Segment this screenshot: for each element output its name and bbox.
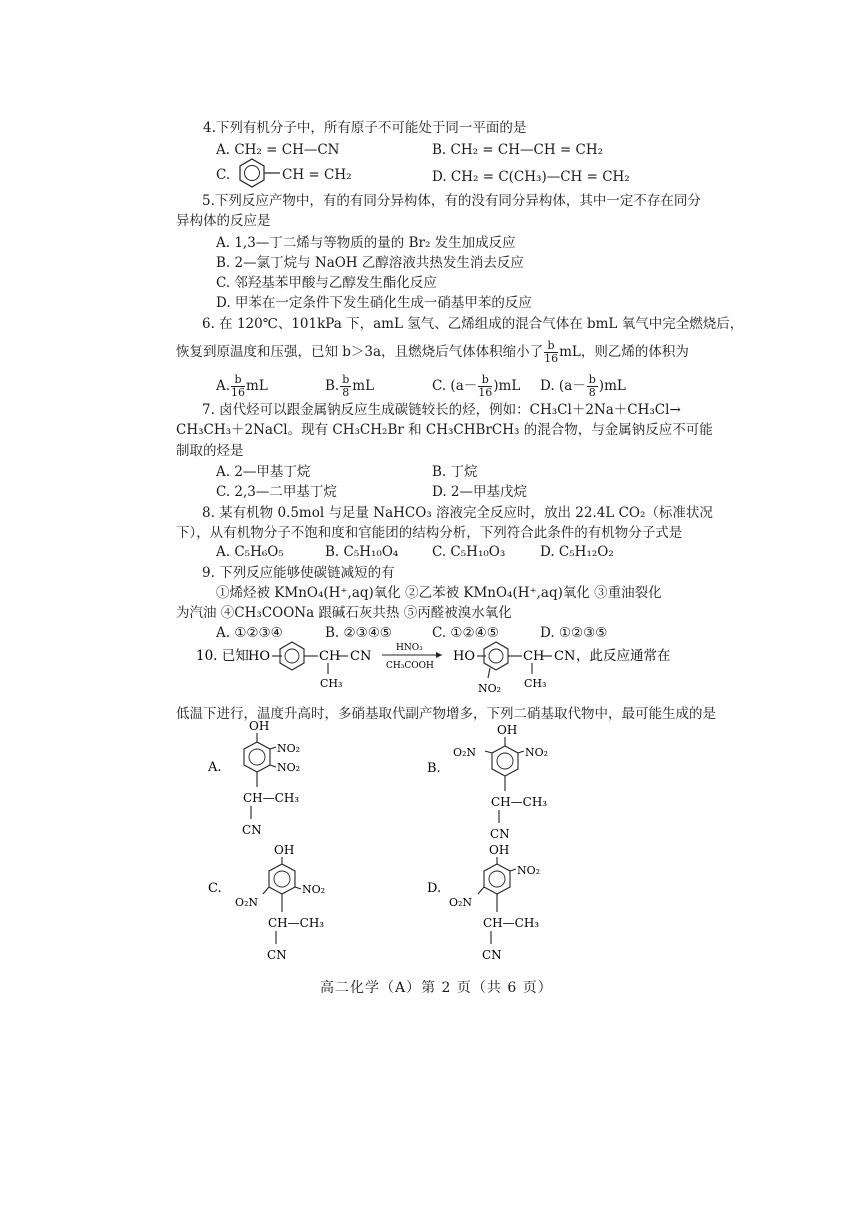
- q6-c-frac: [478, 374, 492, 399]
- q10-prefix: 10. 已知: [196, 648, 249, 664]
- q5-stem-1: 5.下列反应产物中，有的有同分异构体，有的没有同分异构体，其中一定不存在同分: [202, 193, 701, 209]
- q10-reagent-top: HNO₃: [396, 643, 423, 653]
- q10-option-c-structure: [205, 840, 355, 965]
- q10-product-ho: HO: [453, 649, 475, 664]
- q10-reactant-cn: CN: [350, 649, 372, 664]
- q6-b-post: mL: [352, 378, 375, 394]
- q6-a-den: 16: [231, 386, 246, 399]
- q6-frac-den: 16: [544, 352, 559, 365]
- q5-option-b: B. 2—氯丁烷与 NaOH 乙醇溶液共热发生消去反应: [216, 255, 524, 271]
- q6-c-post: )mL: [493, 378, 521, 394]
- q5-option-a: A. 1,3—丁二烯与等物质的量的 Br₂ 发生加成反应: [216, 235, 516, 251]
- q6-a-pre: A.: [216, 378, 231, 394]
- q6-d-post: )mL: [598, 378, 626, 394]
- q6-d-frac: [587, 374, 598, 399]
- q10-b-cn: CN: [490, 827, 510, 841]
- q10-option-c-label: C.: [208, 881, 222, 896]
- q10-d-oh: OH: [489, 843, 510, 857]
- q10-a-no2-top: NO₂: [277, 742, 301, 755]
- q7-option-c: C. 2,3—二甲基丁烷: [216, 484, 337, 500]
- q10-b-o2n: O₂N: [453, 746, 477, 759]
- q6-c-num: b: [478, 374, 492, 387]
- q10-a-cn: CN: [242, 823, 262, 837]
- q10-b-ch-ch3: CH—CH₃: [491, 795, 548, 809]
- q10-reactant-ch: CH: [319, 649, 341, 664]
- q6-b-frac: [340, 374, 351, 399]
- q8-line-1: 8. 某有机物 0.5mol 与足量 NaHCO₃ 溶液完全反应时，放出 22.4L CO₂（标准状况: [202, 505, 713, 521]
- q10-product-cn: CN: [554, 649, 576, 664]
- q5-option-c: C. 邻羟基苯甲酸与乙醇发生酯化反应: [216, 275, 437, 291]
- q6-fraction: [544, 340, 558, 365]
- q10-option-d-structure: [425, 840, 575, 965]
- q6-d-den: 8: [588, 386, 596, 399]
- q10-d-ch-ch3: CH—CH₃: [483, 916, 540, 930]
- q10-c-o2n: O₂N: [235, 896, 259, 909]
- q9-line-1: ①烯烃被 KMnO₄(H⁺,aq)氧化 ②乙苯被 KMnO₄(H⁺,aq)氧化 ③重油裂化: [216, 585, 662, 601]
- q10-d-o2n: O₂N: [449, 896, 473, 909]
- q6-line-2-post: mL，则乙烯的体积为: [559, 344, 689, 360]
- q7-option-a: A. 2—甲基丁烷: [216, 464, 311, 480]
- q10-c-oh: OH: [274, 843, 295, 857]
- q10-b-oh: OH: [497, 723, 518, 737]
- q7-line-3: 制取的烃是: [176, 443, 244, 459]
- q10-c-ch-ch3: CH—CH₃: [268, 916, 325, 930]
- q6-b-num: b: [342, 373, 350, 386]
- q6-d-pre: D. (a－: [540, 378, 586, 394]
- q10-product-ch3: CH₃: [524, 677, 547, 690]
- q10-line-2: 低温下进行，温度升高时，多硝基取代副产物增多，下列二硝基取代物中，最可能生成的是: [176, 706, 716, 722]
- q4-option-d: D. CH₂ = C(CH₃)—CH = CH₂: [432, 169, 630, 185]
- q8-option-a: A. C₅H₆O₅: [216, 544, 284, 560]
- q9-line-2: 为汽油 ④CH₃COONa 跟碱石灰共热 ⑤丙醛被溴水氧化: [176, 605, 512, 621]
- q10-d-no2: NO₂: [517, 864, 541, 877]
- q10-option-a-label: A.: [208, 760, 222, 775]
- q6-option-a: [216, 374, 268, 399]
- q6-a-frac: [231, 374, 245, 399]
- q8-option-d: D. C₅H₁₂O₂: [540, 544, 614, 560]
- q10-c-no2: NO₂: [302, 883, 326, 896]
- q10-b-no2: NO₂: [525, 746, 549, 759]
- q7-line-1: 7. 卤代烃可以跟金属钠反应生成碳链较长的烃，例如：CH₃Cl＋2Na＋CH₃Cl→: [202, 402, 681, 418]
- q6-option-d: [540, 374, 626, 399]
- q6-a-num: b: [231, 374, 245, 387]
- q7-option-b: B. 丁烷: [432, 464, 478, 480]
- q9-option-a: A. ①②③④: [216, 625, 283, 641]
- page-footer: 高二化学（A）第 2 页（共 6 页）: [320, 980, 553, 996]
- q10-a-ch-ch3: CH—CH₃: [243, 791, 300, 805]
- benzene-ring-icon: [234, 156, 284, 192]
- q6-option-c: [432, 374, 520, 399]
- q7-option-d: D. 2—甲基戊烷: [432, 484, 528, 500]
- q9-stem: 9. 下列反应能够使碳链减短的有: [202, 565, 395, 581]
- q6-option-b: [325, 374, 374, 399]
- q10-a-no2-bottom: NO₂: [277, 761, 301, 774]
- q4-stem: 4.下列有机分子中，所有原子不可能处于同一平面的是: [203, 120, 527, 136]
- q6-line-2-pre: 恢复到原温度和压强，已知 b＞3a，且燃烧后气体体积缩小了: [176, 344, 544, 360]
- q10-reaction-scheme: [196, 638, 696, 702]
- q8-line-2: 下），从有机物分子不饱和度和官能团的结构分析，下列符合此条件的有机物分子式是: [176, 525, 683, 541]
- q4-option-c-tail: CH = CH₂: [282, 167, 352, 183]
- q5-stem-2: 异构体的反应是: [176, 213, 271, 229]
- q8-option-b: B. C₅H₁₀O₄: [325, 544, 399, 560]
- q10-option-a-structure: [205, 716, 325, 841]
- q10-a-oh: OH: [249, 719, 270, 733]
- q10-option-b-label: B.: [427, 761, 441, 776]
- q10-c-cn: CN: [267, 948, 287, 962]
- q6-b-den: 8: [342, 386, 350, 399]
- q6-line-1: 6. 在 120℃、101kPa 下，amL 氢气、乙烯组成的混合气体在 bmL 氧气中完全燃烧后，: [202, 316, 744, 332]
- q6-c-pre: C. (a－: [432, 378, 478, 394]
- q6-line-2: [176, 340, 689, 365]
- q10-suffix: ，此反应通常在: [576, 648, 671, 664]
- q10-product-ch: CH: [523, 649, 545, 664]
- q7-line-2: CH₃CH₃＋2NaCl。现有 CH₃CH₂Br 和 CH₃CHBrCH₃ 的混合物，与金属钠反应不可能: [176, 422, 713, 438]
- q6-frac-num: b: [544, 340, 558, 353]
- q9-option-b: B. ②③④⑤: [325, 625, 392, 641]
- q10-option-b-structure: [425, 720, 575, 845]
- q10-option-d-label: D.: [427, 881, 442, 896]
- q10-product-no2: NO₂: [478, 682, 502, 695]
- q10-reactant-ch3: CH₃: [320, 677, 343, 690]
- q4-option-b: B. CH₂ = CH—CH = CH₂: [432, 142, 604, 158]
- q6-c-den: 16: [478, 386, 493, 399]
- q10-reactant-ho: HO: [248, 649, 270, 664]
- q4-option-c-label: C.: [216, 167, 231, 183]
- q6-a-post: mL: [246, 378, 268, 394]
- q5-option-d: D. 甲苯在一定条件下发生硝化生成一硝基甲苯的反应: [216, 295, 532, 311]
- q9-option-d: D. ①②③⑤: [540, 625, 608, 641]
- q8-option-c: C. C₅H₁₀O₃: [432, 544, 506, 560]
- q10-d-cn: CN: [482, 948, 502, 962]
- q4-option-a: A. CH₂ = CH—CN: [216, 142, 340, 158]
- q9-option-c: C. ①②④⑤: [432, 625, 499, 641]
- q10-reagent-bottom: CH₃COOH: [386, 661, 434, 671]
- q6-b-pre: B.: [325, 378, 340, 394]
- q6-d-num: b: [588, 373, 596, 386]
